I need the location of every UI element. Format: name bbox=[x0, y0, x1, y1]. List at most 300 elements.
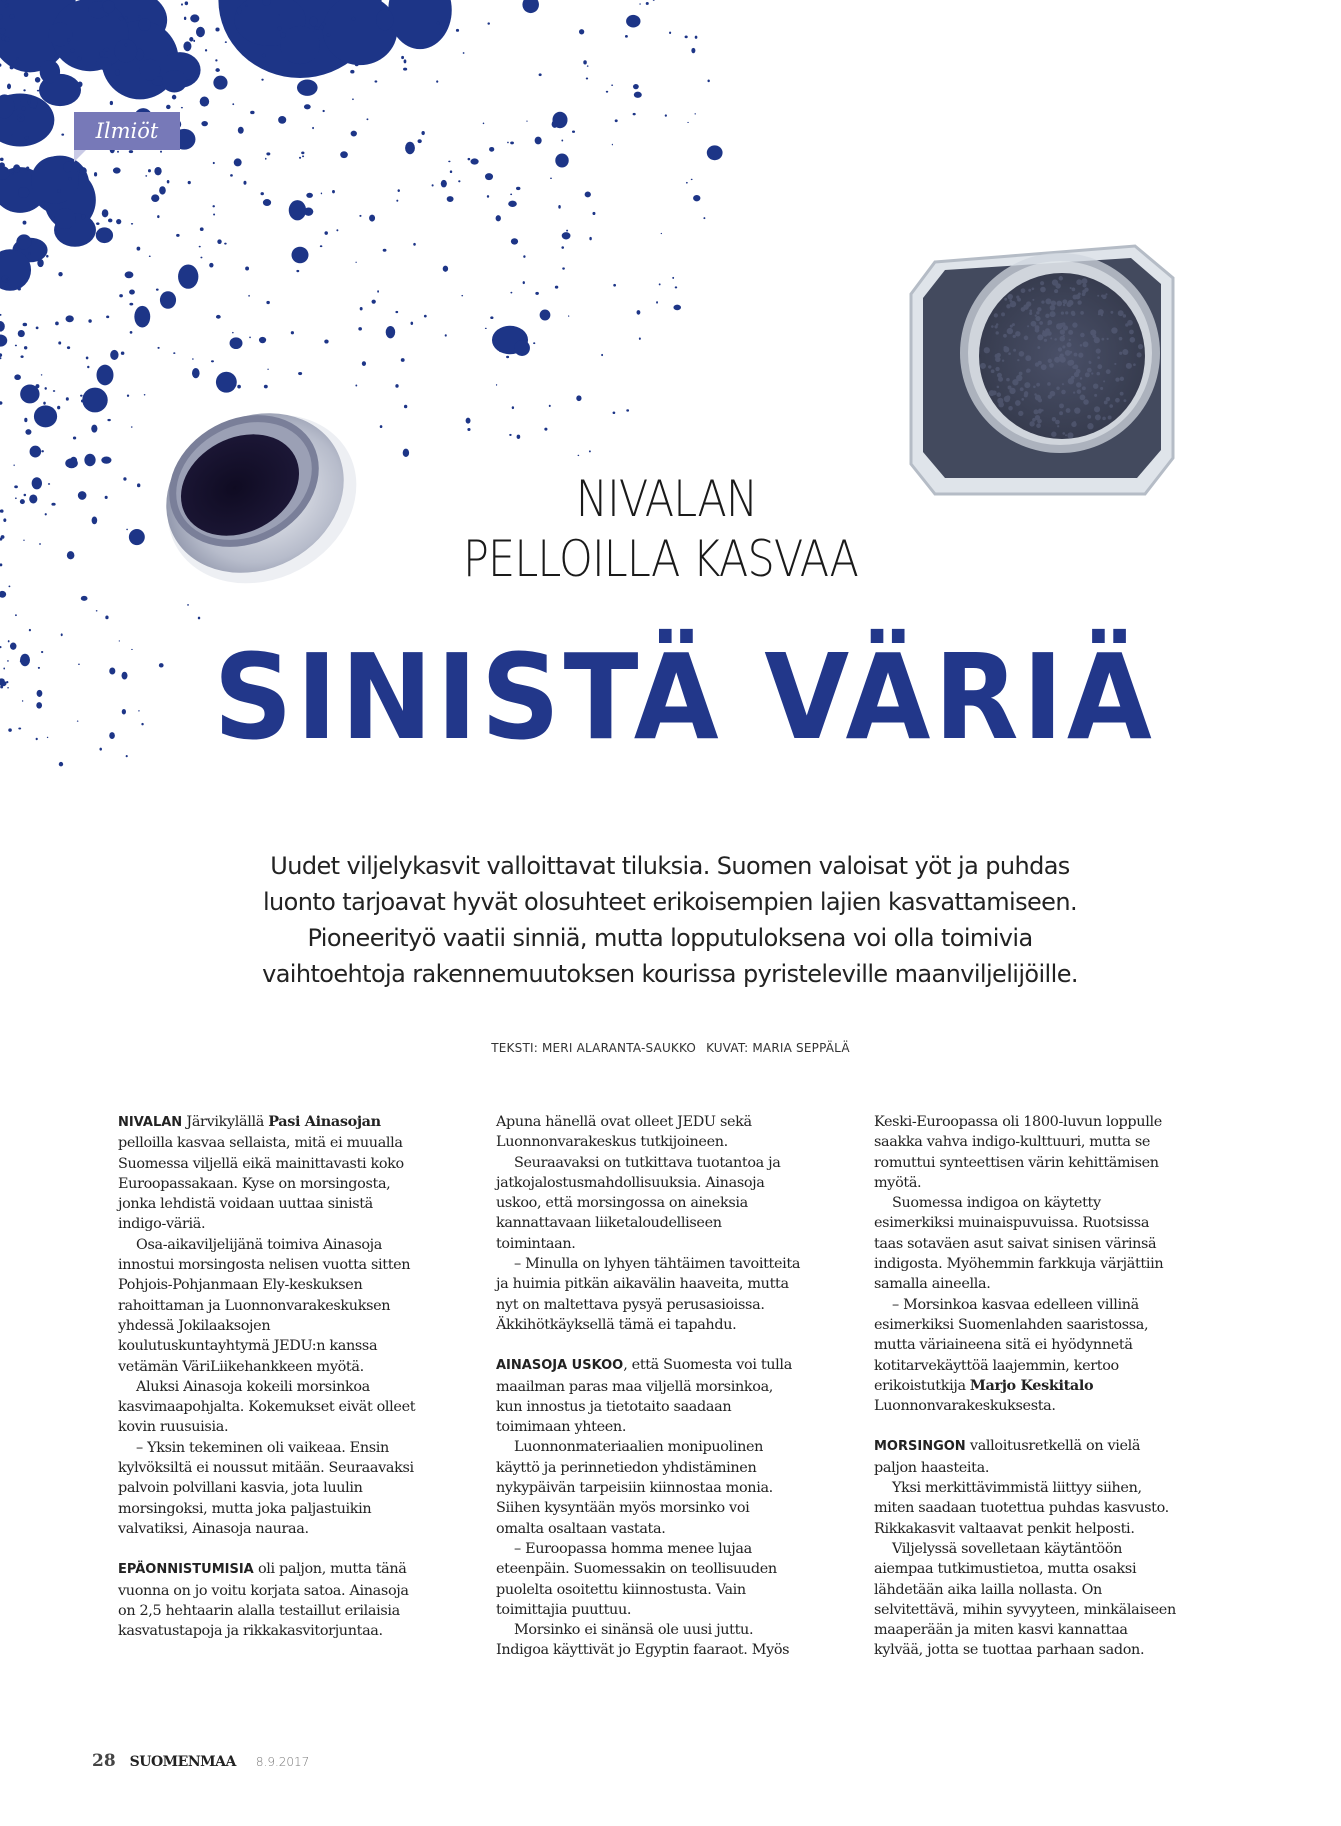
ink-drop bbox=[145, 175, 147, 177]
powder-granule bbox=[1041, 409, 1043, 411]
powder-granule bbox=[1074, 408, 1080, 414]
powder-granule bbox=[1060, 336, 1066, 342]
powder-granule bbox=[988, 365, 991, 368]
powder-granule bbox=[996, 323, 999, 326]
ink-drop bbox=[302, 155, 304, 157]
ink-drop bbox=[235, 160, 239, 164]
powder-granule bbox=[1059, 411, 1063, 415]
powder-granule bbox=[1047, 323, 1049, 325]
powder-granule bbox=[1078, 353, 1083, 358]
ink-drop bbox=[125, 43, 128, 46]
powder-granule bbox=[1051, 432, 1056, 437]
powder-granule bbox=[1016, 295, 1019, 298]
powder-granule bbox=[1048, 359, 1052, 363]
ink-drop bbox=[508, 201, 517, 207]
ink-drop bbox=[245, 5, 247, 7]
ink-drop bbox=[3, 667, 5, 669]
ink-drop bbox=[7, 84, 11, 90]
ink-drop bbox=[211, 360, 214, 362]
ink-drop bbox=[192, 358, 194, 360]
ink-drop bbox=[398, 189, 400, 192]
ink-drop bbox=[687, 122, 688, 123]
ink-drop bbox=[237, 7, 242, 14]
powder-granule bbox=[1091, 372, 1093, 374]
powder-granule bbox=[1062, 345, 1065, 348]
ink-drop bbox=[707, 80, 709, 83]
body-paragraph: – Euroopassa homma menee lujaa eteenpäin. Suomessakin on teollisuuden puolelta osoitettu kiinnostusta. Vain toimittajia puuttuu. bbox=[496, 1540, 777, 1618]
ink-drop bbox=[356, 262, 357, 263]
body-paragraph: Viljelyssä sovelletaan käytäntöön aiempaa tutkimustietoa, mutta osaksi lähdetään aika lailla nollasta. On selvitettävä, mihin syvyyteen, minkälaiseen maaperään ja miten kasvi kannattaa kylvää, jotta se tuottaa parhaan sadon. bbox=[874, 1540, 1176, 1659]
powder-granule bbox=[1087, 415, 1091, 419]
ink-drop bbox=[205, 49, 207, 51]
powder-granule bbox=[1029, 312, 1032, 315]
powder-granule bbox=[1009, 299, 1012, 302]
ink-drop bbox=[234, 384, 236, 387]
powder-granule bbox=[1041, 300, 1044, 303]
powder-granule bbox=[1012, 379, 1018, 385]
ink-drop bbox=[53, 390, 55, 392]
ink-drop bbox=[57, 189, 61, 192]
ink-drop bbox=[539, 73, 542, 76]
ink-drop bbox=[278, 14, 280, 16]
powder-granule bbox=[1130, 337, 1136, 343]
ink-drop bbox=[299, 157, 301, 159]
powder-granule bbox=[1035, 362, 1039, 366]
ink-drop bbox=[187, 79, 190, 83]
ink-drop bbox=[490, 316, 493, 319]
ink-drop bbox=[20, 499, 25, 504]
powder-granule bbox=[1119, 352, 1122, 355]
ink-drop bbox=[572, 131, 575, 133]
issue-date: 8.9.2017 bbox=[255, 1755, 310, 1769]
ink-drop bbox=[36, 327, 39, 330]
powder-granule bbox=[1108, 416, 1112, 420]
powder-granule bbox=[1007, 294, 1013, 300]
powder-granule bbox=[1071, 311, 1075, 315]
ink-drop bbox=[320, 245, 323, 247]
powder-granule bbox=[1057, 425, 1059, 427]
ink-drop bbox=[70, 48, 75, 52]
powder-granule bbox=[1114, 363, 1116, 365]
ink-drop bbox=[18, 187, 29, 198]
ink-drop bbox=[58, 341, 61, 344]
ink-drop bbox=[579, 29, 584, 34]
powder-granule bbox=[1034, 409, 1039, 414]
ink-drop bbox=[278, 26, 282, 30]
ink-drop bbox=[200, 97, 209, 107]
ink-drop bbox=[461, 295, 463, 297]
ink-drop bbox=[200, 257, 202, 259]
ink-drop bbox=[94, 172, 97, 176]
ink-drop bbox=[108, 219, 112, 223]
ink-drop bbox=[445, 334, 447, 336]
ink-drop bbox=[6, 681, 8, 683]
ink-drop bbox=[68, 177, 71, 180]
powder-granule bbox=[1076, 382, 1081, 387]
powder-granule bbox=[1106, 369, 1111, 374]
ink-drop bbox=[248, 295, 250, 297]
ink-drop bbox=[301, 152, 304, 155]
ink-drop bbox=[0, 646, 2, 648]
ink-drop bbox=[15, 345, 17, 347]
powder-granule bbox=[1123, 314, 1126, 317]
ink-drop bbox=[516, 187, 520, 190]
powder-granule bbox=[1083, 399, 1089, 405]
ink-drop bbox=[691, 48, 695, 53]
lead-in-caps: EPÄONNISTUMISIA bbox=[118, 1562, 254, 1578]
ink-drop bbox=[232, 332, 234, 334]
powder-granule bbox=[997, 392, 1002, 397]
ink-drop bbox=[114, 39, 137, 62]
text: Luonnonvarakeskuksesta. bbox=[874, 1398, 1056, 1415]
powder-granule bbox=[1119, 337, 1123, 341]
ink-splat bbox=[552, 112, 567, 128]
ink-drop bbox=[523, 281, 525, 284]
ink-drop bbox=[134, 306, 150, 328]
ink-drop bbox=[296, 270, 299, 272]
person-name: Pasi Ainasojan bbox=[268, 1113, 381, 1130]
powder-granule bbox=[1036, 383, 1040, 387]
ink-drop bbox=[2, 275, 10, 282]
ink-drop bbox=[119, 17, 124, 21]
ink-drop bbox=[96, 57, 112, 70]
ink-drop bbox=[36, 738, 38, 740]
ink-drop bbox=[127, 395, 129, 397]
ink-drop bbox=[149, 256, 151, 258]
powder-granule bbox=[1083, 341, 1089, 347]
ink-drop bbox=[13, 164, 20, 172]
ink-drop bbox=[7, 660, 9, 661]
ink-drop bbox=[496, 215, 501, 221]
ink-drop bbox=[589, 237, 591, 240]
ink-drop bbox=[686, 182, 688, 184]
powder-granule bbox=[1050, 311, 1056, 317]
ink-drop bbox=[576, 395, 581, 401]
ink-drop bbox=[137, 247, 141, 251]
ink-drop bbox=[383, 249, 387, 252]
ink-drop bbox=[0, 321, 5, 332]
powder-granule bbox=[1074, 365, 1079, 370]
ink-drop bbox=[372, 300, 376, 304]
ink-drop bbox=[35, 77, 40, 83]
powder-granule bbox=[1050, 337, 1052, 339]
ink-drop bbox=[266, 152, 270, 155]
powder-granule bbox=[1027, 325, 1029, 327]
lead-line: Uudet viljelykasvit valloittavat tiluksia. Suomen valoisat yöt ja puhdas bbox=[270, 852, 1070, 880]
powder-granule bbox=[1062, 322, 1066, 326]
powder-granule bbox=[980, 363, 986, 369]
ink-drop bbox=[150, 8, 152, 10]
byline-author: TEKSTI: MERI ALARANTA-SAUKKO bbox=[491, 1041, 697, 1055]
powder-granule bbox=[1015, 331, 1020, 336]
ink-drop bbox=[324, 231, 327, 235]
powder-granule bbox=[1097, 356, 1100, 359]
ink-drop bbox=[199, 246, 201, 248]
ink-drop bbox=[566, 230, 568, 232]
ink-drop bbox=[215, 68, 219, 72]
powder-granule bbox=[992, 390, 997, 395]
powder-granule bbox=[984, 347, 990, 353]
powder-granule bbox=[1006, 378, 1010, 382]
ink-drop bbox=[110, 350, 118, 360]
powder-granule bbox=[998, 402, 1004, 408]
ink-drop bbox=[77, 81, 82, 87]
ink-splat bbox=[20, 654, 30, 667]
ink-drop bbox=[694, 113, 695, 114]
powder-granule bbox=[1100, 387, 1103, 390]
powder-granule bbox=[1074, 353, 1078, 357]
ink-drop bbox=[262, 54, 266, 57]
powder-granule bbox=[1070, 287, 1072, 289]
ink-drop bbox=[101, 457, 111, 464]
ink-drop bbox=[77, 57, 82, 61]
ink-drop bbox=[0, 357, 1, 359]
body-paragraph: Osa-aikaviljelijänä toimiva Ainasoja innostui morsingosta nelisen vuotta sitten Pohjois-Pohjanmaan Ely-keskuksen rahoittaman ja Luonnonvarakeskuksen yhdessä Jokilaaksojen koulutuskuntayhtymä JEDU:n kanssa vetämän VäriLiikehankkeen myötä. bbox=[118, 1236, 411, 1375]
powder-granule bbox=[1029, 309, 1032, 312]
body-paragraph bbox=[118, 1559, 423, 1641]
ink-drop bbox=[280, 33, 286, 38]
ink-drop bbox=[487, 22, 489, 24]
ink-drop bbox=[36, 702, 42, 709]
ink-drop bbox=[264, 385, 268, 389]
powder-granule bbox=[1069, 339, 1071, 341]
ink-drop bbox=[15, 497, 17, 499]
ink-drop bbox=[613, 284, 616, 287]
ink-drop bbox=[138, 18, 150, 31]
ink-drop bbox=[626, 409, 629, 411]
ink-drop bbox=[54, 208, 76, 229]
ink-drop bbox=[496, 384, 497, 386]
body-paragraph bbox=[874, 1295, 1179, 1417]
ink-drop bbox=[355, 63, 359, 67]
ink-drop bbox=[129, 303, 133, 306]
ink-drop bbox=[0, 158, 4, 161]
kicker-line-1: NIVALAN bbox=[575, 470, 758, 528]
ink-drop bbox=[659, 283, 661, 285]
ink-drop bbox=[45, 513, 47, 515]
powder-granule bbox=[1054, 338, 1057, 341]
body-paragraph bbox=[496, 1355, 801, 1437]
powder-granule bbox=[1050, 305, 1056, 311]
ink-drop bbox=[24, 72, 29, 77]
powder-granule bbox=[1118, 310, 1124, 316]
ink-drop bbox=[25, 429, 31, 435]
ink-drop bbox=[296, 72, 299, 76]
ink-drop bbox=[0, 401, 2, 405]
powder-granule bbox=[1097, 295, 1099, 297]
powder-granule bbox=[996, 331, 999, 334]
ink-drop bbox=[358, 327, 362, 330]
ink-drop bbox=[395, 311, 398, 313]
ink-drop bbox=[67, 346, 70, 349]
powder-granule bbox=[1055, 420, 1060, 425]
powder-granule bbox=[1008, 352, 1011, 355]
ink-drop bbox=[675, 286, 678, 288]
ink-drop bbox=[585, 192, 591, 198]
powder-granule bbox=[1004, 396, 1010, 402]
ink-drop bbox=[10, 14, 15, 19]
powder-granule bbox=[1104, 401, 1108, 405]
powder-granule bbox=[1098, 309, 1104, 315]
ink-drop bbox=[298, 372, 302, 375]
ink-blob bbox=[280, 26, 320, 64]
powder-granule bbox=[1008, 386, 1012, 390]
powder-granule bbox=[1065, 434, 1067, 436]
ink-drop bbox=[359, 215, 361, 217]
body-column-2 bbox=[496, 1112, 801, 1661]
powder-granule bbox=[1111, 327, 1117, 333]
powder-granule bbox=[1034, 393, 1037, 396]
ink-drop bbox=[639, 337, 641, 340]
ink-drop bbox=[386, 326, 395, 338]
powder-granule bbox=[1071, 422, 1076, 427]
ink-drop bbox=[583, 60, 587, 64]
powder-granule bbox=[1068, 360, 1074, 366]
ink-drop bbox=[230, 174, 233, 177]
ink-drop bbox=[351, 17, 355, 21]
ink-drop bbox=[73, 437, 76, 440]
person-name: Marjo Keskitalo bbox=[969, 1376, 1094, 1394]
powder-granule bbox=[1028, 289, 1031, 292]
powder-granule bbox=[1002, 360, 1004, 362]
ink-drop bbox=[51, 503, 55, 506]
powder-granule bbox=[1089, 361, 1092, 364]
ink-drop bbox=[685, 36, 688, 39]
body-paragraph: – Minulla on lyhyen tähtäimen tavoitteita ja huimia pitkän aikavälin haaveita, mutta nyt on maltettava pysyä perusasioissa. Äkkihötkäyksellä tämä ei tapahdu. bbox=[496, 1256, 801, 1333]
ink-drop bbox=[634, 92, 642, 98]
powder-granule bbox=[1059, 276, 1063, 280]
powder-granule bbox=[1063, 335, 1065, 337]
powder-granule bbox=[1003, 347, 1009, 353]
ink-drop bbox=[261, 192, 264, 195]
ink-drop bbox=[201, 121, 208, 126]
ink-drop bbox=[0, 353, 2, 357]
powder-granule bbox=[1026, 301, 1031, 306]
powder-granule bbox=[1024, 336, 1029, 341]
ink-drop bbox=[10, 643, 17, 650]
ink-drop bbox=[0, 314, 1, 316]
ink-drop bbox=[380, 425, 383, 428]
ink-drop bbox=[509, 434, 511, 436]
ink-drop bbox=[615, 119, 618, 122]
ink-drop bbox=[458, 180, 460, 182]
lead-in-caps: NIVALAN bbox=[118, 1115, 183, 1130]
ink-drop bbox=[352, 98, 354, 100]
ink-drop bbox=[522, 0, 539, 13]
ink-drop bbox=[20, 116, 22, 118]
ink-drop bbox=[340, 151, 348, 158]
ink-drop bbox=[81, 214, 86, 219]
powder-granule bbox=[1080, 377, 1082, 379]
ink-drop bbox=[232, 103, 234, 105]
section-tag-fold bbox=[74, 150, 86, 162]
powder-granule bbox=[1066, 302, 1071, 307]
powder-granule bbox=[1076, 279, 1082, 285]
ink-drop bbox=[5, 36, 10, 41]
ink-splat bbox=[160, 291, 176, 309]
ink-drop bbox=[550, 178, 552, 179]
ink-drop bbox=[0, 509, 4, 512]
ink-drop bbox=[66, 397, 69, 400]
ink-drop bbox=[626, 15, 640, 28]
ink-drop bbox=[58, 272, 62, 276]
ink-drop bbox=[18, 288, 21, 291]
ink-drop bbox=[410, 322, 413, 325]
ink-drop bbox=[216, 315, 221, 319]
powder-granule bbox=[1010, 325, 1013, 328]
ink-drop bbox=[39, 543, 41, 545]
ink-drop bbox=[52, 420, 54, 422]
powder-granule bbox=[1097, 364, 1102, 369]
powder-granule bbox=[1080, 344, 1082, 346]
powder-granule bbox=[1115, 377, 1119, 381]
ink-drop bbox=[106, 315, 109, 318]
ink-drop bbox=[189, 37, 193, 42]
powder-granule bbox=[1021, 307, 1026, 312]
ink-drop bbox=[421, 131, 424, 135]
ink-drop bbox=[24, 136, 29, 140]
powder-granule bbox=[1017, 359, 1019, 361]
ink-drop bbox=[401, 56, 404, 59]
ink-drop bbox=[418, 139, 422, 143]
powder-granule bbox=[1037, 346, 1040, 349]
powder-granule bbox=[1052, 279, 1058, 285]
ink-drop bbox=[80, 395, 82, 397]
ink-drop bbox=[43, 402, 46, 405]
ink-drop bbox=[466, 418, 471, 424]
ink-drop bbox=[245, 267, 249, 271]
ink-drop bbox=[37, 690, 43, 697]
powder-granule bbox=[1035, 415, 1040, 420]
ink-drop bbox=[467, 428, 470, 431]
ink-drop bbox=[355, 385, 357, 387]
ink-drop bbox=[401, 358, 405, 362]
ink-drop bbox=[322, 110, 324, 112]
powder-granule bbox=[1082, 386, 1086, 390]
ink-drop bbox=[27, 100, 31, 105]
ink-drop bbox=[10, 65, 14, 69]
ink-drop bbox=[366, 118, 368, 120]
ink-drop bbox=[265, 158, 267, 160]
ink-drop bbox=[67, 551, 75, 559]
ink-drop bbox=[57, 406, 60, 410]
ink-drop bbox=[578, 455, 580, 456]
ink-drop bbox=[561, 246, 564, 249]
ink-drop bbox=[665, 114, 667, 116]
ink-drop bbox=[673, 305, 681, 311]
powder-granule bbox=[1025, 355, 1031, 361]
page-footer bbox=[92, 1751, 309, 1771]
ink-drop bbox=[125, 271, 134, 278]
powder-granule bbox=[1109, 404, 1113, 408]
ink-drop bbox=[485, 173, 493, 180]
ink-drop bbox=[11, 134, 12, 136]
body-paragraph: Suomessa indigoa on käytetty esimerkiksi muinaispuvuissa. Ruotsissa taas sotaväen asut saivat sinisen värinsä indigosta. Myöhemmin farkkuja värjättiin samalla aineella. bbox=[874, 1195, 1164, 1293]
ink-drop bbox=[403, 449, 409, 457]
ink-drop bbox=[450, 170, 452, 173]
ink-drop bbox=[181, 107, 183, 109]
ink-drop bbox=[105, 615, 108, 619]
ink-splat bbox=[82, 388, 107, 413]
ink-drop bbox=[156, 289, 159, 291]
ink-drop bbox=[187, 604, 189, 606]
powder-granule bbox=[1035, 315, 1037, 317]
ink-drop bbox=[506, 356, 509, 358]
ink-drop bbox=[107, 419, 111, 421]
ink-drop bbox=[213, 162, 215, 164]
powder-granule bbox=[991, 325, 994, 328]
ink-drop bbox=[278, 116, 286, 124]
